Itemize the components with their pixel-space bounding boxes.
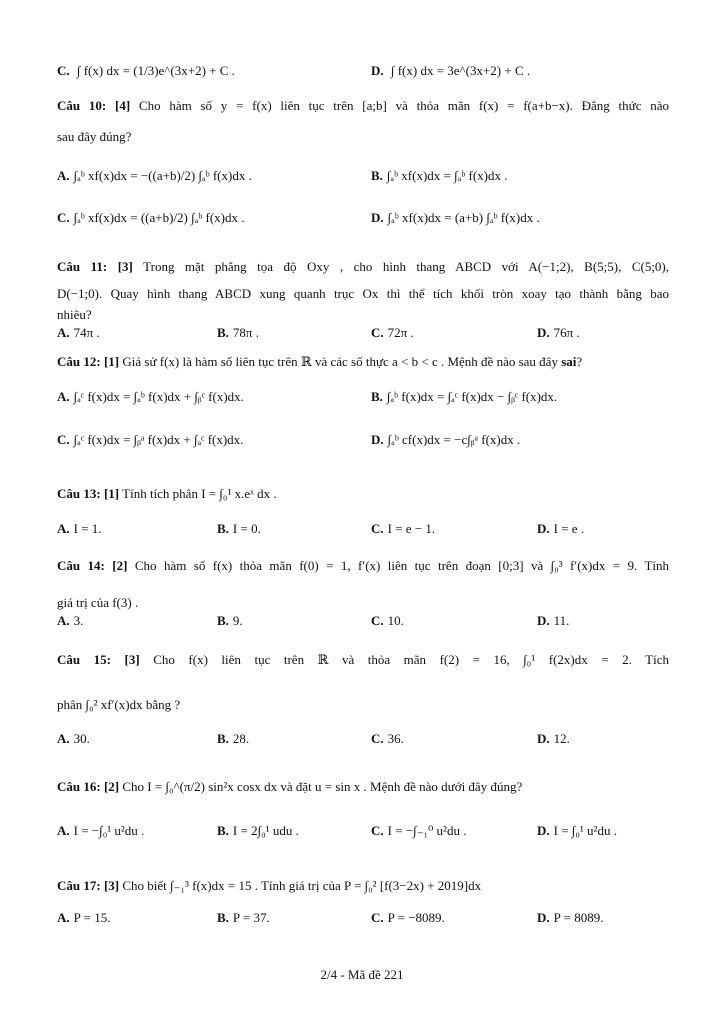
option-label: A. — [57, 613, 70, 628]
option-label: C. — [371, 613, 384, 628]
q14-option-a — [57, 613, 83, 629]
option-label: A. — [57, 325, 70, 340]
q10-option-c — [57, 210, 245, 226]
option-text: 28. — [232, 731, 250, 746]
question-text: Tính tích phân I = ∫₀¹ x.eˣ dx . — [122, 486, 277, 501]
option-label: D. — [371, 210, 384, 225]
option-text: 36. — [387, 731, 404, 746]
option-text: ∫ₐᶜ f(x)dx = ∫ᵦᵃ f(x)dx + ∫ₐᶜ f(x)dx. — [73, 432, 244, 447]
question-text: Cho f(x) liên tục trên ℝ và thỏa mãn f(2) = 16, ∫₀¹ f(2x)dx = 2. Tích — [153, 652, 669, 667]
question-head: Câu 17: — [57, 878, 101, 893]
option-label: D. — [537, 613, 550, 628]
question-12-line1 — [57, 354, 582, 370]
question-text: Giả sử f(x) là hàm số liên tục trên ℝ và các số thực a < b < c . Mệnh đề nào sau đây — [122, 354, 558, 369]
option-label: D. — [537, 325, 550, 340]
q17-option-a — [57, 910, 110, 926]
question-head: Câu 11: — [57, 259, 108, 274]
q11-option-d — [537, 325, 580, 341]
q10-option-a — [57, 168, 252, 184]
option-text: ∫ₐᵇ xf(x)dx = −((a+b)/2) ∫ₐᵇ f(x)dx . — [73, 168, 252, 183]
option-label: A. — [57, 731, 70, 746]
option-label: C. — [371, 910, 384, 925]
option-text: P = 37. — [232, 910, 270, 925]
option-label: D. — [371, 432, 384, 447]
q15-option-d — [537, 731, 570, 747]
option-label: B. — [371, 389, 383, 404]
option-label: A. — [57, 910, 70, 925]
option-label: A. — [57, 168, 70, 183]
option-label: C. — [371, 731, 384, 746]
option-text: 76π . — [553, 325, 580, 340]
option-label: D. — [537, 823, 550, 838]
question-11-line3: nhiêu? — [57, 307, 92, 322]
option-text: I = e . — [553, 521, 585, 536]
option-label: C. — [57, 432, 70, 447]
q12-option-b — [371, 389, 557, 405]
question-text: Trong mặt phẳng tọa độ Oxy , cho hình thang ABCD với A(−1;2), B(5;5), C(5;0), — [143, 259, 670, 274]
option-text: ∫ f(x) dx = (1/3)e^(3x+2) + C . — [76, 63, 235, 78]
option-label: C. — [371, 325, 384, 340]
option-label: C. — [57, 210, 70, 225]
q13-option-c — [371, 521, 435, 537]
question-head: Câu 10: — [57, 98, 107, 113]
q14-option-c — [371, 613, 404, 629]
option-text: I = −∫₀¹ u²du . — [73, 823, 145, 838]
option-text: ∫ₐᵇ xf(x)dx = (a+b) ∫ₐᵇ f(x)dx . — [387, 210, 540, 225]
question-level: [1] — [103, 486, 120, 501]
option-label: A. — [57, 521, 70, 536]
question-head: Câu 12: — [57, 354, 101, 369]
option-label: B. — [217, 325, 229, 340]
option-text: I = 0. — [232, 521, 261, 536]
question-text: Cho hàm số f(x) thỏa mãn f(0) = 1, f′(x) liên tục trên đoạn [0;3] và ∫₀³ f′(x)dx = 9. Tính — [134, 558, 670, 573]
option-label: C. — [371, 823, 384, 838]
question-11-line1 — [57, 258, 669, 276]
option-text: 12. — [553, 731, 570, 746]
option-text: ∫ₐᶜ f(x)dx = ∫ₐᵇ f(x)dx + ∫ᵦᶜ f(x)dx. — [73, 389, 244, 404]
question-level: [3] — [117, 259, 133, 274]
option-top-d — [371, 63, 530, 79]
option-text: P = −8089. — [387, 910, 445, 925]
option-label: A. — [57, 389, 70, 404]
question-level: [3] — [103, 878, 120, 893]
option-label: B. — [371, 168, 383, 183]
q10-option-d — [371, 210, 540, 226]
option-text: 10. — [387, 613, 404, 628]
q13-option-a — [57, 521, 102, 537]
question-level: [2] — [112, 558, 128, 573]
q17-option-b — [217, 910, 270, 926]
option-text: I = e − 1. — [387, 521, 436, 536]
q12-option-c — [57, 432, 243, 448]
option-label: B. — [217, 613, 229, 628]
option-label: D. — [537, 731, 550, 746]
option-text: ∫ₐᵇ f(x)dx = ∫ₐᶜ f(x)dx − ∫ᵦᶜ f(x)dx. — [386, 389, 558, 404]
q11-option-b — [217, 325, 259, 341]
question-10-line1 — [57, 97, 669, 115]
option-label: D. — [371, 63, 384, 78]
q15-option-a — [57, 731, 90, 747]
question-head: Câu 15: — [57, 652, 111, 667]
option-text: I = −∫₋₁⁰ u²du . — [387, 823, 467, 838]
question-text: Cho I = ∫₀^(π/2) sin²x cosx dx và đặt u = sin x . Mệnh đề nào dưới đây đúng? — [122, 779, 523, 794]
option-text: I = ∫₀¹ u²du . — [553, 823, 617, 838]
q12-option-d — [371, 432, 520, 448]
option-label: D. — [537, 910, 550, 925]
q16-option-d — [537, 823, 617, 839]
question-head: Câu 16: — [57, 779, 101, 794]
option-text: 72π . — [387, 325, 414, 340]
q16-option-b — [217, 823, 299, 839]
question-text: Cho hàm số y = f(x) liên tục trên [a;b] và thỏa mãn f(x) = f(a+b−x). Đẳng thức nào — [138, 98, 670, 113]
q16-option-c — [371, 823, 466, 839]
option-text: 74π . — [73, 325, 100, 340]
question-11-line2: D(−1;0). Quay hình thang ABCD xung quanh trục Ox thì thể tích khối tròn xoay tạo thành bằng bao — [57, 286, 669, 301]
q12-option-a — [57, 389, 244, 405]
option-text: I = 2∫₀¹ udu . — [232, 823, 299, 838]
option-label: B. — [217, 731, 229, 746]
q16-option-a — [57, 823, 144, 839]
question-14-line2: giá trị của f(3) . — [57, 595, 139, 610]
q10-option-b — [371, 168, 508, 184]
question-level: [3] — [124, 652, 140, 667]
option-text: 78π . — [232, 325, 259, 340]
option-text: ∫ₐᵇ xf(x)dx = ∫ₐᵇ f(x)dx . — [386, 168, 508, 183]
option-label: B. — [217, 521, 229, 536]
q11-option-a — [57, 325, 100, 341]
question-text: Cho biết ∫₋₁³ f(x)dx = 15 . Tính giá trị của P = ∫₀² [f(3−2x) + 2019]dx — [122, 878, 482, 893]
q17-option-d — [537, 910, 603, 926]
question-end: ? — [576, 354, 583, 369]
q13-option-d — [537, 521, 584, 537]
option-label: B. — [217, 823, 229, 838]
q17-option-c — [371, 910, 445, 926]
q15-option-b — [217, 731, 249, 747]
q11-option-c — [371, 325, 414, 341]
option-text: 3. — [73, 613, 84, 628]
option-label: A. — [57, 823, 70, 838]
option-text: 11. — [553, 613, 570, 628]
option-label: B. — [217, 910, 229, 925]
question-head: Câu 14: — [57, 558, 105, 573]
page-footer: 2/4 - Mã đề 221 — [320, 967, 404, 982]
option-text: P = 15. — [73, 910, 111, 925]
option-text: 9. — [232, 613, 243, 628]
option-label: D. — [537, 521, 550, 536]
option-text: 30. — [73, 731, 90, 746]
option-label: C. — [57, 63, 70, 78]
question-14-line1 — [57, 557, 669, 575]
option-top-c — [57, 63, 235, 79]
question-15-line2: phân ∫₀² xf′(x)dx bằng ? — [57, 697, 181, 712]
question-emphasis: sai — [561, 354, 577, 369]
option-text: I = 1. — [73, 521, 102, 536]
q13-option-b — [217, 521, 261, 537]
question-13-line1 — [57, 486, 277, 502]
question-17-line1 — [57, 878, 481, 894]
option-label: C. — [371, 521, 384, 536]
q15-option-c — [371, 731, 404, 747]
question-10-line2: sau đây đúng? — [57, 129, 132, 144]
question-level: [1] — [103, 354, 120, 369]
question-head: Câu 13: — [57, 486, 101, 501]
option-text: P = 8089. — [553, 910, 604, 925]
option-text: ∫ₐᵇ xf(x)dx = ((a+b)/2) ∫ₐᵇ f(x)dx . — [73, 210, 245, 225]
question-15-line1 — [57, 651, 669, 669]
question-level: [2] — [103, 779, 120, 794]
question-level: [4] — [114, 98, 131, 113]
option-text: ∫ f(x) dx = 3e^(3x+2) + C . — [390, 63, 531, 78]
option-text: ∫ₐᵇ cf(x)dx = −c∫ᵦᵃ f(x)dx . — [387, 432, 521, 447]
q14-option-d — [537, 613, 569, 629]
question-16-line1 — [57, 779, 522, 795]
q14-option-b — [217, 613, 243, 629]
